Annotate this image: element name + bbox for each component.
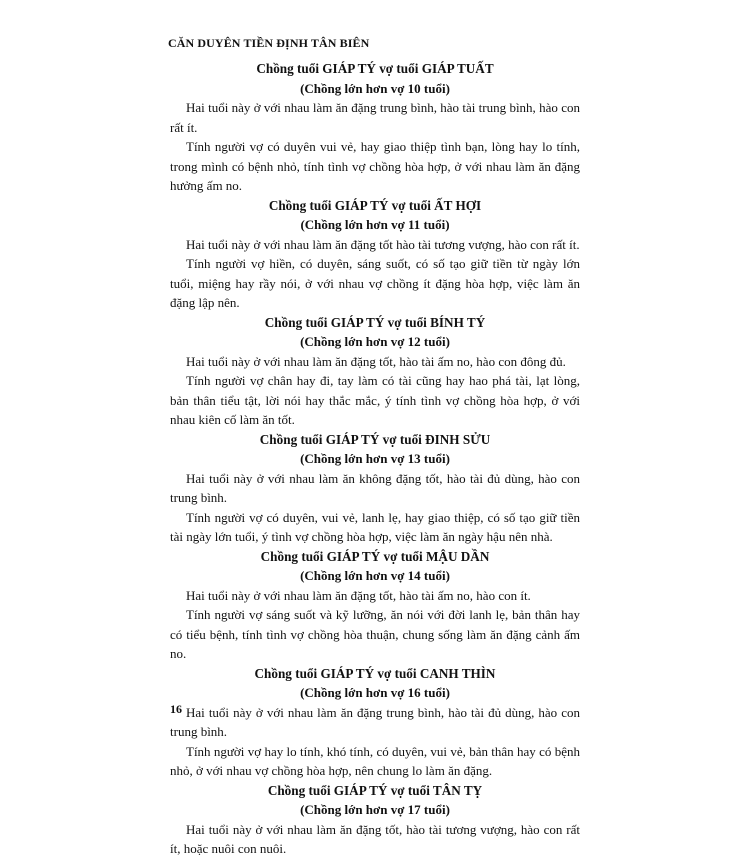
section-title: Chồng tuổi GIÁP TÝ vợ tuổi MẬU DẦN <box>260 548 490 564</box>
paragraph: Hai tuổi này ở với nhau làm ăn đặng trung bình, hào tài trung bình, hào con rất ít. <box>170 100 580 135</box>
section-title: Chồng tuổi GIÁP TÝ vợ tuổi TÂN TỴ <box>267 782 483 798</box>
section <box>170 313 580 430</box>
paragraph: Tính người vợ hiền, có duyên, sáng suốt, có số tạo giữ tiền từ ngày lớn tuổi, miệng hay rầy nói, ở với nhau vợ chồng ít đặng hòa hợp, việc làm ăn đặng lập nên. <box>170 256 580 310</box>
section <box>170 430 580 547</box>
paragraph: Tính người vợ có duyên, vui vẻ, lanh lẹ, hay giao thiệp, có số tạo giữ tiền tài ngày lớn tuổi, ý tình vợ chồng hòa hợp, việc làm ăn ngày hậu nên nhà. <box>170 509 580 544</box>
section-subtitle: (Chồng lớn hơn vợ 14 tuổi) <box>300 568 450 583</box>
section-title: Chồng tuổi GIÁP TÝ vợ tuổi ĐINH SỬU <box>259 431 491 447</box>
section-subtitle: (Chồng lớn hơn vợ 11 tuổi) <box>300 217 450 232</box>
page-content <box>170 59 580 859</box>
paragraph: Tính người vợ hay lo tính, khó tính, có duyên, vui vẻ, bản thân hay có bệnh nhỏ, ở với nhau vợ chồng hòa hợp, nên chung lo làm ăn đặng. <box>170 743 580 778</box>
section <box>170 781 580 859</box>
paragraph: Hai tuổi này ở với nhau làm ăn đặng trung bình, hào tài đủ dùng, hào con trung bình. <box>170 704 580 739</box>
section-subtitle: (Chồng lớn hơn vợ 13 tuổi) <box>300 451 450 466</box>
running-header: CĂN DUYÊN TIỀN ĐỊNH TÂN BIÊN <box>168 36 370 50</box>
paragraph: Hai tuổi này ở với nhau làm ăn đặng tốt, hào tài ấm no, hào con ít. <box>186 587 531 603</box>
page-number: 16 <box>170 702 182 716</box>
paragraph: Tính người vợ chân hay đi, tay làm có tài cũng hay hao phá tài, lạt lòng, bản thân tiểu tật, lời nói hay thắc mắc, ý tính tình vợ chồng hòa hợp, ở với nhau kiên cố làm ăn tốt. <box>170 373 580 427</box>
section-subtitle: (Chồng lớn hơn vợ 10 tuổi) <box>300 80 450 96</box>
paragraph: Hai tuổi này ở với nhau làm ăn đặng tốt hào tài tương vượng, hào con rất ít. <box>186 236 580 252</box>
section <box>170 547 580 664</box>
section-title: Chồng tuổi GIÁP TÝ vợ tuổi GIÁP TUẤT <box>256 61 494 76</box>
paragraph: Hai tuổi này ở với nhau làm ăn đặng tốt, hào tài ấm no, hào con đông đủ. <box>186 353 566 369</box>
section-subtitle: (Chồng lớn hơn vợ 12 tuổi) <box>300 334 450 349</box>
section <box>170 196 580 313</box>
paragraph: Tính người vợ có duyên vui vẻ, hay giao thiệp tình bạn, lòng hay lo tính, trong mình có bệnh nhỏ, tính tình vợ chồng hòa hợp, ở với nhau làm ăn đặng hưởng ấm no. <box>170 139 580 193</box>
paragraph: Hai tuổi này ở với nhau làm ăn không đặng tốt, hào tài đủ dùng, hào con trung bình. <box>170 470 580 505</box>
section <box>170 664 580 781</box>
section-title: Chồng tuổi GIÁP TÝ vợ tuổi CANH THÌN <box>254 665 496 681</box>
paragraph: Hai tuổi này ở với nhau làm ăn đặng tốt, hào tài tương vượng, hào con rất ít, hoặc nuôi con nuôi. <box>170 821 580 856</box>
paragraph: Tính người vợ sáng suốt và kỹ lưỡng, ăn nói với đời lanh lẹ, bản thân hay có tiểu bệnh, tính tình vợ chồng hòa thuận, chung sống làm ăn đặng cảnh ấm no. <box>170 607 580 661</box>
section-subtitle: (Chồng lớn hơn vợ 17 tuổi) <box>300 802 450 817</box>
section-title: Chồng tuổi GIÁP TÝ vợ tuổi ẤT HỢI <box>268 197 482 213</box>
section-title: Chồng tuổi GIÁP TÝ vợ tuổi BÍNH TÝ <box>264 314 486 330</box>
section-subtitle: (Chồng lớn hơn vợ 16 tuổi) <box>300 685 450 700</box>
section <box>170 59 580 196</box>
